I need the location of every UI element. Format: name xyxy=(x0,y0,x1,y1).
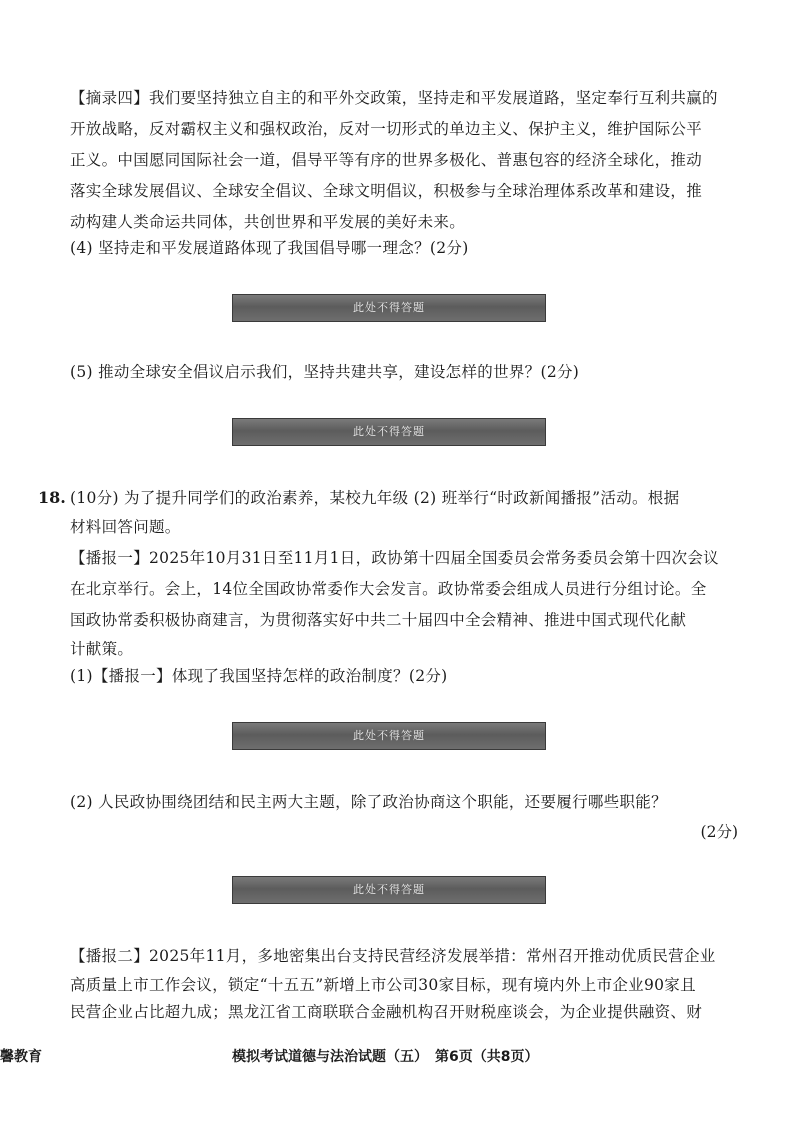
q18-sub-question-2-points: (2分) xyxy=(700,823,738,841)
broadcast1-line-1: 【播报一】2025年10月31日至11月1日，政协第十四届全国委员会常务委员会第十四次会议 xyxy=(70,549,719,567)
answer-bar-q5: 此处不得答题 xyxy=(232,418,546,446)
answer-bar-q4: 此处不得答题 xyxy=(232,294,546,322)
q18-sub-question-2: (2) 人民政协围绕团结和民主两大主题，除了政治协商这个职能，还要履行哪些职能？ xyxy=(70,793,667,811)
broadcast1-line-2: 在北京举行。会上，14位全国政协常委作大会发言。政协常委会组成人员进行分组讨论。全 xyxy=(70,580,707,598)
answer-bar-q18-2: 此处不得答题 xyxy=(232,876,546,904)
question-5: (5) 推动全球安全倡议启示我们，坚持共建共享，建设怎样的世界？(2分) xyxy=(70,363,580,381)
q18-intro-line-1: (10分) 为了提升同学们的政治素养，某校九年级 (2) 班举行“时政新闻播报”活动。根据 xyxy=(70,489,680,507)
question-18-number: 18. xyxy=(38,488,66,507)
broadcast2-line-3: 民营企业占比超九成；黑龙江省工商联联合金融机构召开财税座谈会，为企业提供融资、财 xyxy=(70,1003,703,1021)
q18-sub-question-1: (1)【播报一】体现了我国坚持怎样的政治制度？(2分) xyxy=(70,667,448,685)
excerpt4-line-5: 动构建人类命运共同体，共创世界和平发展的美好未来。 xyxy=(70,213,466,231)
answer-bar-q18-1: 此处不得答题 xyxy=(232,722,546,750)
footer-publisher: 馨教育 xyxy=(0,1049,42,1065)
excerpt4-line-1: 【摘录四】我们要坚持独立自主的和平外交政策，坚持走和平发展道路，坚定奉行互利共赢的 xyxy=(70,89,718,107)
excerpt4-line-3: 正义。中国愿同国际社会一道，倡导平等有序的世界多极化、普惠包容的经济全球化，推动 xyxy=(70,151,703,169)
excerpt4-line-2: 开放战略，反对霸权主义和强权政治，反对一切形式的单边主义、保护主义，维护国际公平 xyxy=(70,120,703,138)
q18-intro-line-2: 材料回答问题。 xyxy=(70,518,181,536)
question-4: (4) 坚持走和平发展道路体现了我国倡导哪一理念？(2分) xyxy=(70,239,469,257)
excerpt4-line-4: 落实全球发展倡议、全球安全倡议、全球文明倡议，积极参与全球治理体系改革和建设，推 xyxy=(70,182,703,200)
broadcast1-line-3: 国政协常委积极协商建言，为贯彻落实好中共二十届四中全会精神、推进中国式现代化献 xyxy=(70,611,687,629)
broadcast2-line-1: 【播报二】2025年11月，多地密集出台支持民营经济发展举措：常州召开推动优质民营企业 xyxy=(70,947,716,965)
broadcast1-line-4: 计献策。 xyxy=(70,640,134,658)
broadcast2-line-2: 高质量上市工作会议，锁定“十五五”新增上市公司30家目标，现有境内外上市企业90家且 xyxy=(70,976,696,994)
footer-page-info: 模拟考试道德与法治试题（五） 第6页（共8页） xyxy=(232,1049,539,1065)
